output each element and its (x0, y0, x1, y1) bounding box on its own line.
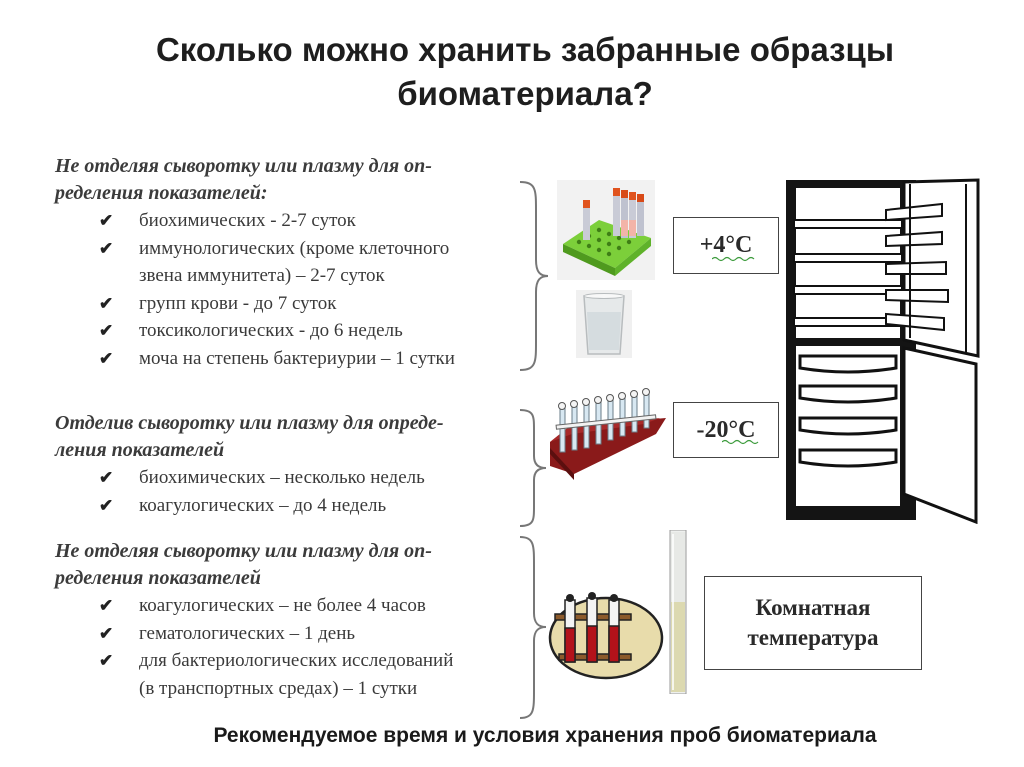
list-item (55, 620, 535, 648)
check-icon: ✔ (99, 211, 114, 230)
tube-rack-red-icon (548, 386, 666, 480)
storage-list (55, 207, 535, 372)
section-heading-line-1: Не отделяя сыворотку или плазму для оп- (55, 540, 432, 562)
check-icon: ✔ (99, 348, 114, 368)
list-item-text: токсикологических - до 6 недель (139, 320, 403, 341)
check-icon: ✔ (99, 651, 114, 670)
list-item-text: для бактериологических исследований (139, 650, 454, 671)
list-item-text: коагулогических – до 4 недель (139, 494, 387, 516)
page-title (60, 28, 990, 116)
list-item (55, 290, 535, 318)
list-item-text: коагулогических – не более 4 часов (139, 595, 426, 616)
tube-rack-green-icon (557, 180, 655, 280)
list-item (55, 464, 535, 492)
check-icon: ✔ (99, 321, 114, 340)
list-item (55, 647, 535, 702)
section-heading (55, 538, 535, 592)
temperature-text: -20°C (696, 416, 756, 443)
list-item (55, 317, 535, 345)
section-heading-line-2: ления показателей (55, 439, 225, 461)
list-item (55, 592, 535, 620)
temperature-label-room (704, 576, 922, 670)
list-item-text: биохимических - 2-7 суток (139, 210, 356, 231)
figure-caption: Рекомендуемое время и условия хранения проб биоматериала (213, 724, 877, 747)
storage-list (55, 464, 535, 519)
storage-list (55, 592, 535, 702)
section-unseparated-room-temp (55, 538, 535, 702)
temperature-text-line-1: Комнатная (755, 595, 871, 620)
list-item-text: гематологических – 1 день (139, 622, 356, 644)
spellcheck-underline-icon (712, 256, 756, 262)
section-unseparated-refrigerated (55, 153, 535, 372)
temperature-label-plus4 (673, 217, 779, 274)
list-item-text-cont: звена иммунитета) – 2-7 суток (139, 265, 385, 286)
brace-icon (516, 408, 552, 528)
list-item (55, 492, 535, 520)
glass-icon (576, 290, 632, 358)
title-line-2: биоматериала? (397, 75, 653, 112)
list-item-text: групп крови - до 7 суток (139, 292, 337, 314)
temperature-text: +4°C (699, 232, 753, 258)
list-item (55, 207, 535, 235)
section-heading (55, 410, 535, 464)
check-icon: ✔ (99, 468, 114, 487)
temperature-text-line-2: температура (747, 625, 879, 650)
brace-icon (516, 180, 552, 372)
list-item-text: иммунологических (кроме клеточного (139, 237, 450, 259)
section-separated-frozen (55, 410, 535, 519)
section-heading-line-2: ределения показателей (55, 567, 261, 589)
spellcheck-underline-icon (722, 439, 762, 445)
temperature-label-minus20 (673, 402, 779, 458)
section-heading-line-1: Отделив сыворотку или плазму для опреде- (55, 412, 444, 434)
check-icon: ✔ (99, 238, 114, 258)
test-tube-icon (666, 530, 690, 694)
check-icon: ✔ (99, 495, 114, 515)
title-line-1: Сколько можно хранить забранные образцы (155, 31, 895, 68)
section-heading (55, 153, 535, 207)
check-icon: ✔ (99, 596, 114, 615)
list-item-text: моча на степень бактериурии – 1 сутки (139, 347, 455, 369)
list-item (55, 235, 535, 290)
list-item-text-cont: (в транспортных средах) – 1 сутки (139, 677, 418, 699)
check-icon: ✔ (99, 623, 114, 643)
list-item (55, 345, 535, 373)
tube-rack-basket-icon (547, 592, 665, 684)
refrigerator-icon (786, 178, 982, 524)
section-heading-line-2: ределения показателей: (55, 182, 268, 204)
list-item-text: биохимических – несколько недель (139, 467, 425, 488)
section-heading-line-1: Не отделяя сыворотку или плазму для оп- (55, 155, 432, 177)
check-icon: ✔ (99, 293, 114, 313)
